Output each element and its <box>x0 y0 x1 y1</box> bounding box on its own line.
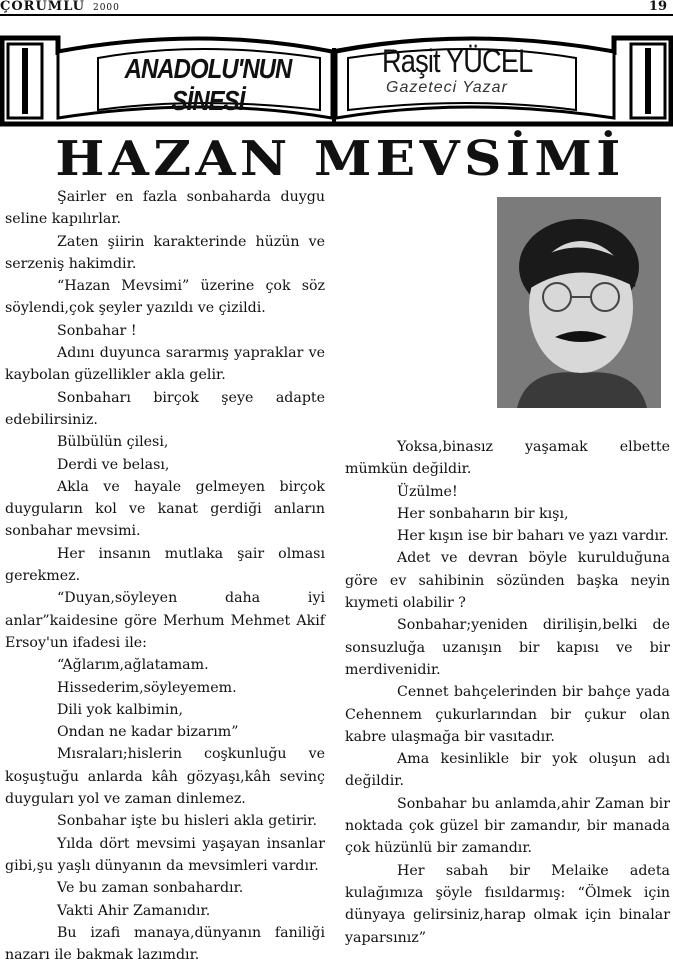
column-name: ANADOLU'NUN SİNESİ <box>124 53 292 118</box>
masthead <box>0 0 120 14</box>
paragraph: Bülbülün çilesi, <box>57 434 169 451</box>
paragraph: Şairler en fazla sonbaharda duygu seline kapılırlar. <box>5 189 325 228</box>
portrait-image <box>497 197 661 408</box>
paragraph: Sonbahar işte bu hisleri akla getirir. <box>57 813 318 830</box>
author-role: Gazeteci Yazar <box>386 79 508 96</box>
paragraph: Üzülme! <box>397 483 458 500</box>
paragraph: Yoksa,binasız yaşamak elbette mümkün değildir. <box>345 439 670 478</box>
paragraph: “Ağlarım,ağlatamam. <box>57 657 209 674</box>
paragraph: Adını duyunca sararmış yapraklar ve kaybolan güzellikler akla gelir. <box>5 345 325 384</box>
column-banner <box>0 18 673 128</box>
paragraph: Sonbaharı birçok şeye adapte edebilirsiniz. <box>5 389 325 428</box>
paragraph: Sonbahar bu anlamda,ahir Zaman bir noktada çok güzel bir zamandır, bir manada çok hüzünlü bir zamandır. <box>345 795 670 857</box>
header-rule <box>0 14 673 16</box>
paragraph: Akla ve hayale gelmeyen birçok duyguların kol ve kanat gerdiği anların sonbahar mevsimi. <box>5 478 325 540</box>
open-book-frame <box>0 18 673 128</box>
paragraph: Sonbahar;yeniden dirilişin,belki de sonsuzluğa uzanışın bir kapısı ve bir merdivenidir. <box>345 617 670 678</box>
paragraph: Cennet bahçelerinden bir bahçe yada Cehennem çukurlarından bir çukur olan kabre ulaşmağa bir vasıtadır. <box>345 684 670 745</box>
paragraph: Her sabah bir Melaike adeta kulağımıza şöyle fısıldarmış: “Ölmek için dünyaya gelirsiniz,harap olmak için binalar yaparsınız” <box>345 862 670 946</box>
paragraph: Ondan ne kadar bizarım” <box>57 724 239 741</box>
article-title: HAZAN MEVSİMİ <box>55 131 625 187</box>
paragraph: Yılda dört mevsimi yaşayan insanlar gibi,şu yaşlı dünyanın da mevsimleri vardır. <box>5 835 325 874</box>
author-name: Raşit YÜCEL <box>382 43 533 79</box>
paragraph: Ve bu zaman sonbahardır. <box>57 880 244 897</box>
paragraph: Her sonbaharın bir kışı, <box>397 505 569 522</box>
paragraph: Her kışın ise bir baharı ve yazı vardır. <box>397 528 669 545</box>
author-photo <box>497 197 661 408</box>
paragraph: “Duyan,söyleyen daha iyi anlar”kaidesine göre Merhum Mehmet Akif Ersoy'un ifadesi ile: <box>5 590 325 651</box>
paragraph: Her insanın mutlaka şair olması gerekmez. <box>5 545 325 585</box>
paragraph: Vakti Ahir Zamanıdır. <box>57 902 211 919</box>
masthead-title: ÇORUMLU <box>0 0 85 14</box>
page-number: 19 <box>648 0 667 14</box>
paragraph: Hissederim,söyleyemem. <box>57 679 237 696</box>
paragraph: Ama kesinlikle bir yok oluşun adı değildir. <box>345 751 670 790</box>
masthead-year: 2000 <box>92 3 120 13</box>
right-column <box>345 436 670 949</box>
paragraph: Mısraları;hislerin coşkunluğu ve koşuştuğu anlarda kâh gözyaşı,kâh sevinç duyguları yol ve zaman dinlemez. <box>5 746 325 808</box>
paragraph: Derdi ve belası, <box>57 456 170 473</box>
paragraph: Sonbahar ! <box>57 322 137 339</box>
left-column <box>5 186 325 966</box>
paragraph: Adet ve devran böyle kurulduğuna göre ev sahibinin sözünden başka neyin kıymeti olabilir ? <box>345 550 670 612</box>
paragraph: Zaten şiirin karakterinde hüzün ve serzeniş hakimdir. <box>5 233 325 272</box>
paragraph: “Hazan Mevsimi” üzerine çok söz söylendi,çok şeyler yazıldı ve çizildi. <box>5 278 325 317</box>
paragraph: Bu izafi manaya,dünyanın faniliği nazarı ile bakmak lazımdır. <box>5 924 325 964</box>
paragraph: Dili yok kalbimin, <box>57 701 184 718</box>
